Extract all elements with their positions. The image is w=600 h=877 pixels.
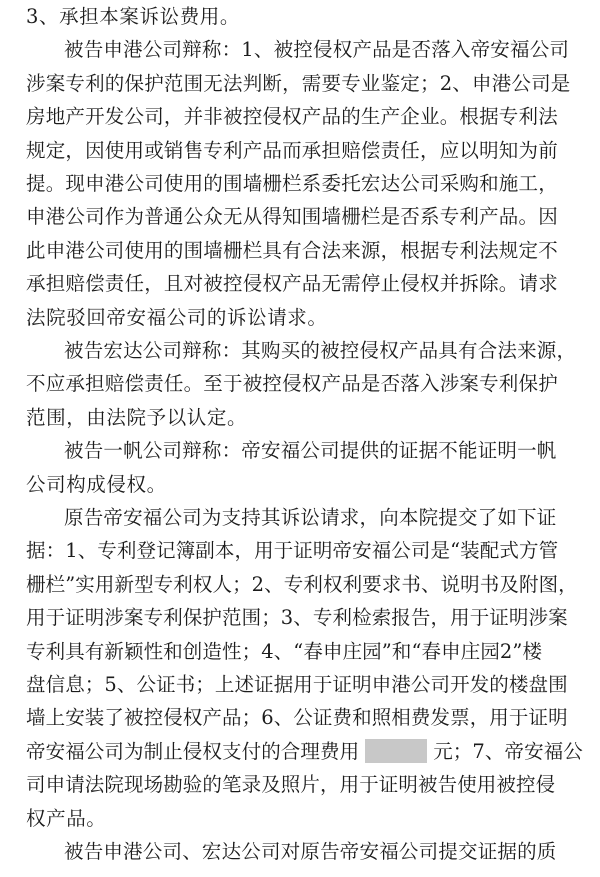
text-line-21: 盘信息；5、公证书；上述证据用于证明申港公司开发的楼盘围 [26, 673, 568, 696]
text-line-11: 被告宏达公司辩称：其购买的被控侵权产品具有合法来源， [64, 339, 577, 362]
text-before-redaction: 帝安福公司为制止侵权支付的合理费用 [26, 739, 360, 763]
text-line-15: 公司构成侵权。 [26, 472, 167, 496]
text-line-3: 涉案专利的保护范围无法判断，需要专业鉴定；2、申港公司是 [26, 71, 571, 95]
text-line-10: 法院驳回帝安福公司的诉讼请求。 [26, 305, 328, 329]
text-line-22: 墙上安装了被控侵权产品；6、公证费和照相费发票，用于证明 [26, 706, 568, 730]
text-line-20: 专利具有新颖性和创造性；4、“春申庄园”和“春申庄园2”楼 [26, 639, 543, 663]
text-line-26: 被告申港公司、宏达公司对原告帝安福公司提交证据的质 [64, 840, 557, 863]
text-line-14: 被告一帆公司辩称：帝安福公司提供的证据不能证明一帆 [64, 439, 557, 463]
text-line-13: 范围，由法院予以认定。 [26, 405, 248, 429]
text-after-redaction: 元；7、帝安福公 [433, 739, 583, 763]
text-line-4: 房地产开发公司，并非被控侵权产品的生产企业。根据专利法 [26, 105, 558, 129]
text-line-7: 申港公司作为普通公众无从得知围墙栅栏是否系专利产品。因 [26, 205, 558, 229]
text-line-23 [26, 735, 586, 769]
text-line-18: 栅栏”实用新型专利权人；2、专利权利要求书、说明书及附图， [26, 572, 578, 596]
text-line-16: 原告帝安福公司为支持其诉讼请求，向本院提交了如下证 [64, 506, 557, 529]
text-line-17: 据：1、专利登记簿副本，用于证明帝安福公司是“装配式方管 [26, 539, 559, 563]
redacted-amount [365, 739, 427, 763]
text-line-25: 权产品。 [26, 806, 107, 830]
text-line-19: 用于证明涉案专利保护范围；3、专利检索报告，用于证明涉案 [26, 606, 568, 630]
text-line-24: 司申请法院现场勘验的笔录及照片，用于证明被告使用被控侵 [26, 773, 556, 797]
text-line-1: 3、承担本案诉讼费用。 [26, 5, 241, 28]
text-line-2: 被告申港公司辩称：1、被控侵权产品是否落入帝安福公司 [64, 38, 570, 62]
text-line-8: 此申港公司使用的围墙栅栏具有合法来源，根据专利法规定不 [26, 238, 558, 262]
text-line-6: 提。现申港公司使用的围墙栅栏系委托宏达公司采购和施工， [26, 172, 558, 195]
text-line-5: 规定，因使用或销售专利产品而承担赔偿责任，应以明知为前 [26, 138, 558, 162]
text-line-9: 承担赔偿责任，且对被控侵权产品无需停止侵权并拆除。请求 [26, 272, 558, 296]
text-line-12: 不应承担赔偿责任。至于被控侵权产品是否落入涉案专利保护 [26, 372, 558, 396]
